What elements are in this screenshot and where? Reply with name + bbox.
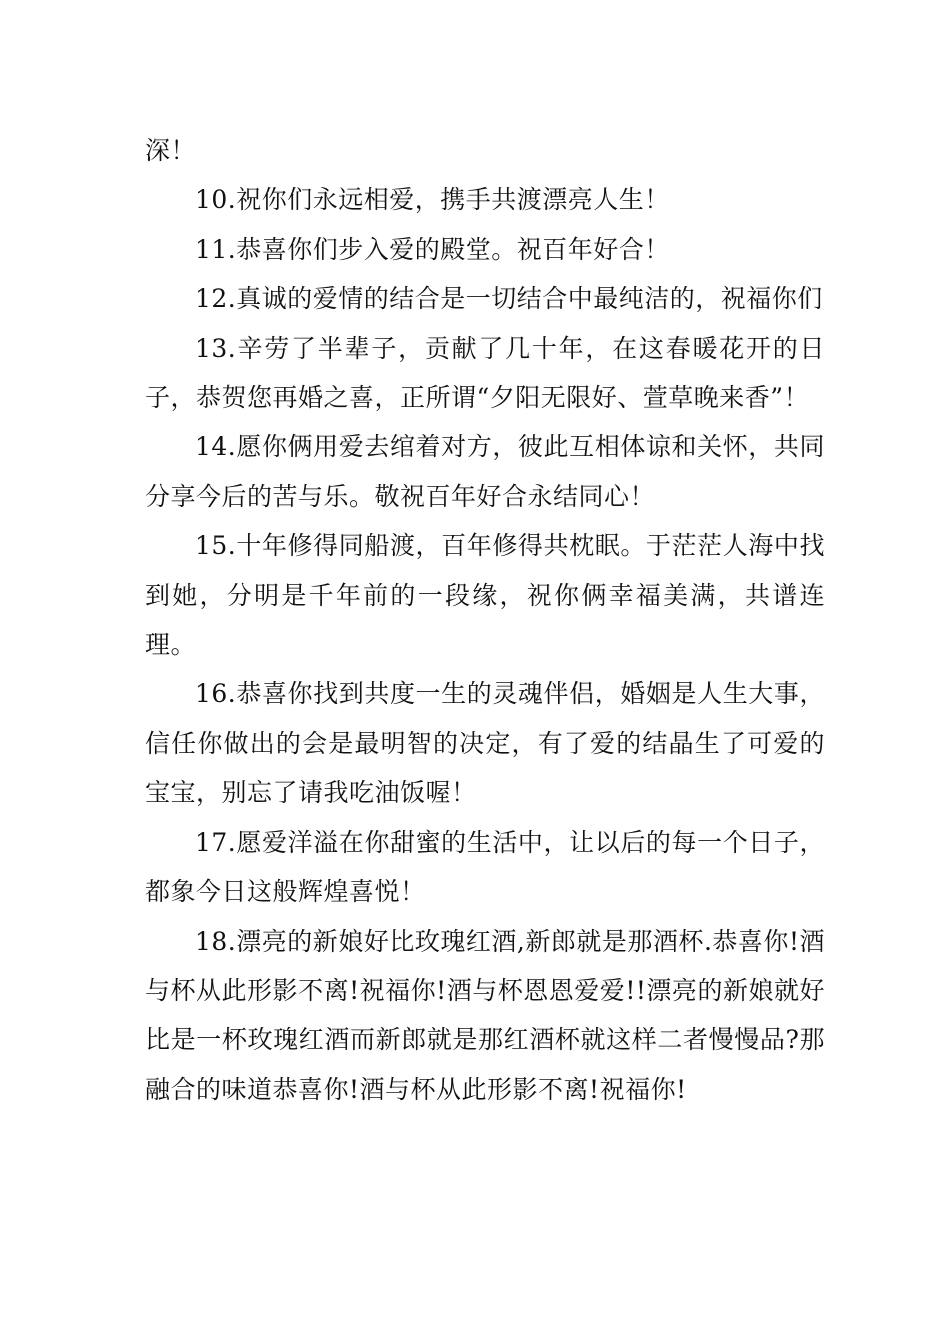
paragraph-14: 14.愿你俩用爱去绾着对方，彼此互相体谅和关怀，共同分享今后的苦与乐。敬祝百年好合永结同心！ [145, 432, 825, 511]
paragraph-11: 11.恭喜你们步入爱的殿堂。祝百年好合！ [195, 234, 670, 264]
paragraph-15: 15.十年修得同船渡，百年修得共枕眠。于茫茫人海中找到她，分明是千年前的一段缘，祝你俩幸福美满，共谱连理。 [145, 531, 825, 660]
paragraph-16: 16.恭喜你找到共度一生的灵魂伴侣，婚姻是人生大事，信任你做出的会是最明智的决定，有了爱的结晶生了可爱的宝宝，别忘了请我吃油饭喔！ [145, 679, 825, 808]
paragraph-12: 12.真诚的爱情的结合是一切结合中最纯洁的，祝福你们 [195, 284, 823, 314]
document-body [145, 126, 825, 1114]
paragraph-10: 10.祝你们永远相爱，携手共渡漂亮人生！ [195, 185, 670, 215]
paragraph-continuation: 深！ [145, 136, 197, 165]
paragraph-13: 13.辛劳了半辈子，贡献了几十年，在这春暖花开的日子，恭贺您再婚之喜，正所谓“夕阳无限好、萱草晚来香”！ [145, 333, 825, 413]
paragraph-17: 17.愿爱洋溢在你甜蜜的生活中，让以后的每一个日子，都象今日这般辉煌喜悦！ [145, 827, 825, 907]
paragraph-18: 18.漂亮的新娘好比玫瑰红酒,新郎就是那酒杯.恭喜你!酒与杯从此形影不离!祝福你!酒与杯恩恩爱爱!!漂亮的新娘就好比是一杯玫瑰红酒而新郎就是那红酒杯就这样二者慢慢品?那融合的味道恭喜你!酒与杯从此形影不离!祝福你! [145, 926, 825, 1104]
